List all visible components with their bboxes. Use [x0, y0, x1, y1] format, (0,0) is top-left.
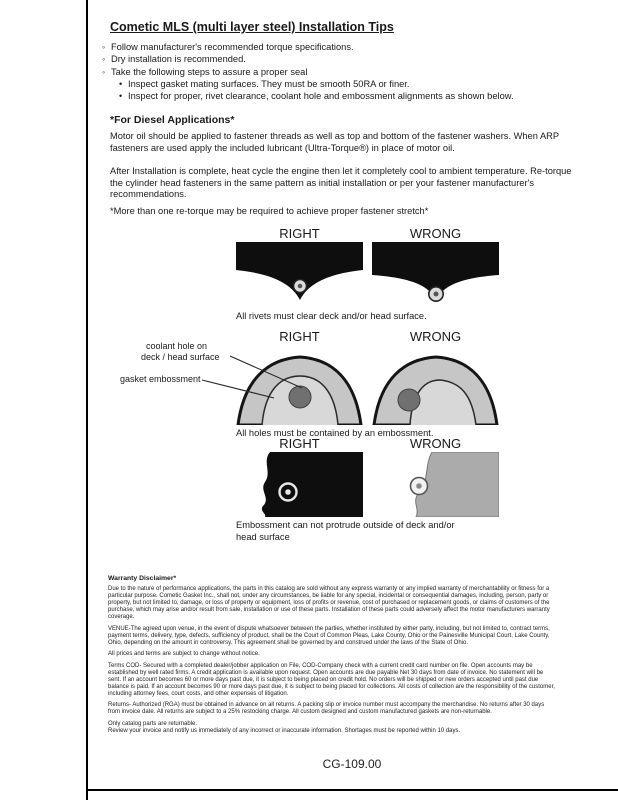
wrong-label: WRONG [409, 226, 462, 241]
diesel-paragraph: After Installation is complete, heat cycle the engine then let it completely cool to ambient temperature. Re-torque the cylinder head fasteners in the same pattern as initial installation or per your fastener manufacturer's recommendations. [110, 166, 572, 200]
diagram-caption: Embossment can not protrude outside of deck and/or head surface [236, 520, 455, 542]
wrong-label: WRONG [409, 436, 462, 451]
dot-bullet-icon [119, 90, 128, 102]
retorque-note: *More than one re-torque may be required to achieve proper fastener stretch* [110, 206, 429, 216]
deck-edge [262, 452, 363, 517]
tip-text: Follow manufacturer's recommended torque specifications. [111, 42, 354, 52]
right-label: RIGHT [279, 329, 320, 344]
rivet-wrong-diagram [372, 242, 499, 307]
coolant-hole-label: coolant hole on [146, 341, 208, 351]
list-item [102, 41, 577, 53]
warranty-paragraph: VENUE-The agreed upon venue, in the event of dispute whatsoever between the parties, whether instituted by either party, including, but not limited to, contract terms, payment terms, delivery, type, defects, sufficiency of product, shall be the Court of Common Pleas, Lake County, Ohio or the Painesville Municipal Court, Lake County, Ohio, depending on the amount in controversy. This agreement shall be governed by and construed under the laws of the State of Ohio. [108, 625, 550, 646]
gasket-embossment-label: gasket embossment [120, 374, 201, 384]
warranty-paragraph: All prices and terms are subject to change without notice. [108, 651, 260, 657]
page-border-bottom [86, 789, 618, 791]
page-title: Cometic MLS (multi layer steel) Installation Tips [110, 20, 394, 34]
coolant-hole-label: deck / head surface [141, 352, 220, 362]
dot-bullet-icon [119, 78, 128, 90]
coolant-pointer-line [230, 356, 302, 388]
circle-bullet-icon [102, 66, 111, 78]
tips-list [102, 41, 577, 102]
warranty-paragraph: Only catalog parts are returnable. [108, 720, 198, 727]
list-item [119, 78, 577, 90]
protrusion-right-diagram [236, 452, 363, 517]
warranty-heading: Warranty Disclaimer* [108, 575, 177, 582]
page-border-left [86, 0, 88, 800]
rivet-right-diagram [236, 242, 363, 307]
warranty-section [108, 575, 556, 739]
right-label: RIGHT [279, 226, 320, 241]
diesel-paragraph: Motor oil should be applied to fastener threads as well as top and bottom of the fastener washers. When ARP fasteners are used apply the included lubricant (Ultra-Torque®) in place of motor oil. [110, 131, 559, 153]
diesel-heading: *For Diesel Applications* [110, 114, 235, 126]
warranty-paragraph: Returns- Authorized (RGA) must be obtained in advance on all returns. A packing slip or invoice number must accompany the merchandise. No returns after 30 days from invoice date. All returns are subject to a 25% restocking charge. All custom designed and custom manufactured gaskets are non-returnable. [108, 702, 545, 715]
coolant-hole [398, 389, 420, 411]
list-item [102, 66, 577, 78]
circle-bullet-icon [102, 53, 111, 65]
tip-text: Take the following steps to assure a proper seal [111, 66, 308, 77]
wrong-label: WRONG [409, 329, 462, 344]
page-part-number: CG-109.00 [322, 757, 382, 771]
circle-bullet-icon [102, 41, 111, 53]
list-item [119, 90, 577, 102]
diagram-caption: All rivets must clear deck and/or head surface. [236, 311, 427, 321]
embossment-pointer-line [202, 380, 274, 398]
warranty-paragraph: Due to the nature of performance applications, the parts in this catalog are sold without any express warranty or any implied warranty of merchantability or fitness for a particular purpose. Cometic Gasket Inc., shall not, under any circumstances, be liable for any special, incidental or consequential damages, including, person, party or property, but not limited to, damage, or loss of property or equipment, loss of profits or revenue, cost of purchased or replacement goods, or claims of customers of the purchase, which may arise and/or result from sale, installation or use of these parts. Installation of these parts could adversely affect the motor manufacturers warranty coverage. [108, 586, 550, 620]
annotation-pointer-lines [190, 346, 320, 406]
right-label: RIGHT [279, 436, 320, 451]
embossment-wrong-diagram [372, 345, 499, 425]
diagram-caption: All holes must be contained by an embossment. [236, 428, 434, 438]
tip-text: Inspect for proper, rivet clearance, coolant hole and embossment alignments as shown below. [128, 91, 514, 102]
warranty-paragraph: Review your invoice and notify us immediately of any incorrect or inaccurate information. Shortages must be reported within 10 days. [108, 727, 461, 734]
warranty-paragraph: Terms COD- Secured with a completed dealer/jobber application on File, COD-Company check with a current credit card number on file. Open accounts may be established by well rated firms. A credit application is available upon request. Open accounts are due payable Net 30 days from date of invoice. No statement will be sent. If an account becomes 60 or more days past due, it is subject to being placed on credit hold. No orders will be shipped or new orders accepted until past due balance is paid. If an account becomes 90 or more days past due, it is subject to being placed for collections. All costs of collection are the responsibility of the customer, including attorney fees, court costs, and other expenses of litigation. [108, 662, 555, 697]
tip-text: Dry installation is recommended. [111, 54, 246, 65]
protrusion-wrong-diagram [372, 452, 499, 517]
list-item [102, 53, 577, 65]
tip-text: Inspect gasket mating surfaces. They must be smooth 50RA or finer. [128, 78, 410, 89]
